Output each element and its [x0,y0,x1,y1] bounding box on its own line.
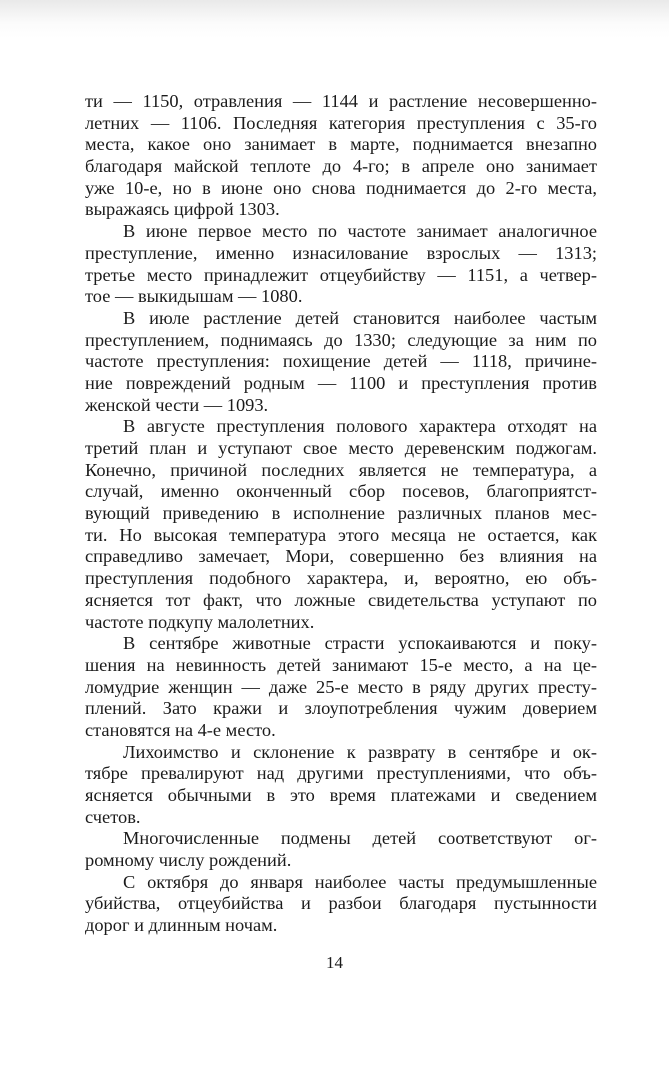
text-line: ние повреждений родным — 1100 и преступления против [85,372,597,393]
text-line: убийства, отцеубийства и разбои благодаря пустынности [85,893,597,914]
text-line: справедливо замечает, Мори, совершенно без влияния на [85,546,597,567]
text-line: В сентябре животные страсти успокаиваются и поку- [123,633,597,654]
text-line: случай, именно оконченный сбор посевов, благоприятст- [85,481,597,502]
text-line: шения на невинность детей занимают 15-е место, а на це- [85,654,597,675]
text-line: тое — выкидышам — 1080. [85,286,303,307]
text-line: В августе преступления полового характера отходят на [123,416,597,437]
text-line: выражаясь цифрой 1303. [85,199,280,220]
text-line: Лихоимство и склонение к разврату в сентябре и ок- [123,741,597,762]
text-line: Конечно, причиной последних является не температура, а [85,459,597,480]
text-line: третий план и уступают свое место деревенским поджогам. [85,438,597,458]
text-line: преступлением, поднимаясь до 1330; следующие за ним по [85,329,597,350]
text-line: места, какое оно занимает в марте, поднимается внезапно [85,134,597,155]
paragraph [85,308,597,416]
text-line: В июле растление детей становится наиболее частым [123,307,597,328]
text-line: преступление, именно изнасилование взрослых — 1313; [85,242,597,263]
text-line: ти. Но высокая температура этого месяца не остается, как [85,524,597,545]
text-line: частоте подкупу малолетних. [85,611,315,632]
text-line: ромному числу рождений. [85,850,292,871]
text-line: тябре превалируют над другими преступлениями, что объ- [85,763,597,784]
text-line: счетов. [85,806,141,827]
text-line: частоте преступления: похищение детей — 1118, причине- [85,351,597,372]
paragraph [85,828,597,871]
paragraph [85,633,597,741]
paragraph [85,221,597,308]
text-line: летних — 1106. Последняя категория преступления с 35-го [85,112,597,133]
text-line: женской чести — 1093. [85,394,269,415]
text-line: ломудрие женщин — даже 25-е место в ряду других престу- [85,676,597,697]
text-line: ясняется тот факт, что ложные свидетельства уступают по [85,589,597,610]
text-line: Многочисленные подмены детей соответствуют ог- [123,828,597,849]
paragraph [85,742,597,829]
text-line: С октября до января наиболее часты предумышленные [123,871,597,892]
text-line: становятся на 4-е место. [85,719,276,740]
text-line: ти — 1150, отравления — 1144 и растление несовершенно- [85,91,597,111]
text-line: преступления подобного характера, и, вероятно, ею объ- [85,568,597,589]
text-line: третье место принадлежит отцеубийству — 1151, а четвер- [85,264,597,285]
paragraph [85,91,597,221]
text-line: ясняется обычными в это время платежами и сведением [85,785,597,805]
text-line: дорог и длинным ночам. [85,915,278,936]
text-line: вующий приведению в исполнение различных планов мес- [85,503,597,524]
text-line: В июне первое место по частоте занимает аналогичное [123,221,597,242]
page-number: 14 [326,953,343,972]
text-line: плений. Зато кражи и злоупотребления чужим доверием [85,698,597,719]
text-line: благодаря майской теплоте до 4-го; в апреле оно занимает [85,156,597,177]
paragraph [85,872,597,937]
text-line: уже 10-е, но в июне оно снова поднимается до 2-го места, [85,177,597,198]
text-block [85,91,597,937]
paragraph [85,416,597,633]
